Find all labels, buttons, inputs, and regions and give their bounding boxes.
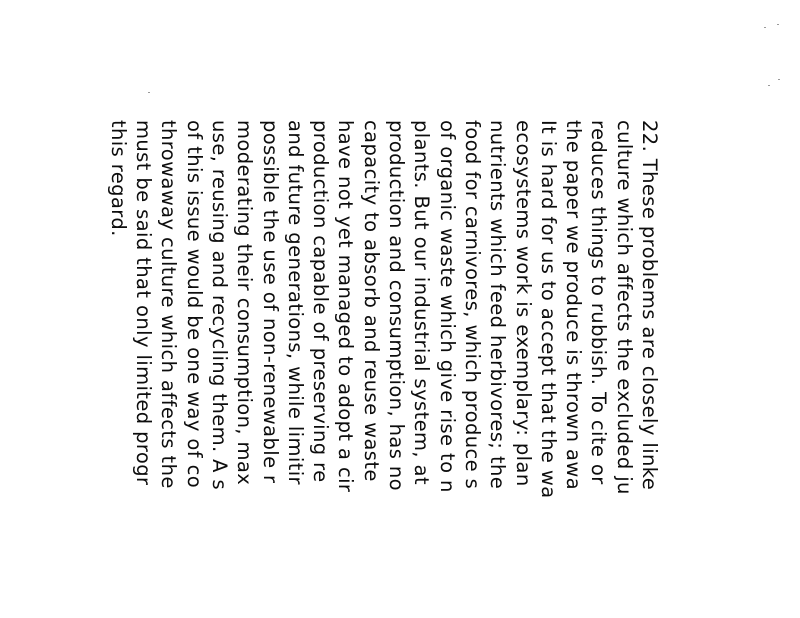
text-line: use, reusing and recycling them. A s (207, 120, 231, 491)
text-line: possible the use of non-renewable r (258, 120, 282, 484)
text-line: of this issue would be one way of co (182, 120, 206, 489)
text-line: reduces things to rubbish. To cite or (587, 120, 611, 485)
text-line: production capable of preserving re (309, 120, 333, 483)
text-line: 22. These problems are closely linke (638, 120, 661, 491)
text-line: of organic waste which give rise to n (435, 120, 459, 493)
scan-speck (777, 24, 779, 25)
text-line: It is hard for us to accept that the wa (536, 120, 560, 499)
text-line: this regard. (106, 120, 130, 237)
text-line: ecosystems work is exemplary: plan (511, 120, 535, 487)
text-line: culture which affects the excluded ju (612, 120, 636, 495)
text-line: have not yet managed to adopt a cir (334, 120, 358, 493)
text-line: plants. But our industrial system, at (410, 120, 434, 485)
scan-speck (778, 79, 780, 80)
text-line: must be said that only limited progr (132, 120, 156, 486)
text-line: moderating their consumption, max (233, 120, 257, 486)
text-line: the paper we produce is thrown awa (562, 120, 586, 491)
text-line: food for carnivores, which produce s (460, 120, 484, 490)
text-line: and future generations, while limitir (283, 120, 307, 485)
text-line: capacity to absorb and reuse waste (359, 120, 383, 482)
scan-speck (764, 27, 766, 28)
rotated-paragraph (105, 120, 662, 618)
text-line: nutrients which feed herbivores; the (486, 120, 510, 490)
text-line: production and consumption, has no (385, 120, 409, 491)
scan-speck (768, 85, 770, 86)
scan-speck (148, 92, 150, 93)
text-line: throwaway culture which affects the (157, 120, 181, 489)
